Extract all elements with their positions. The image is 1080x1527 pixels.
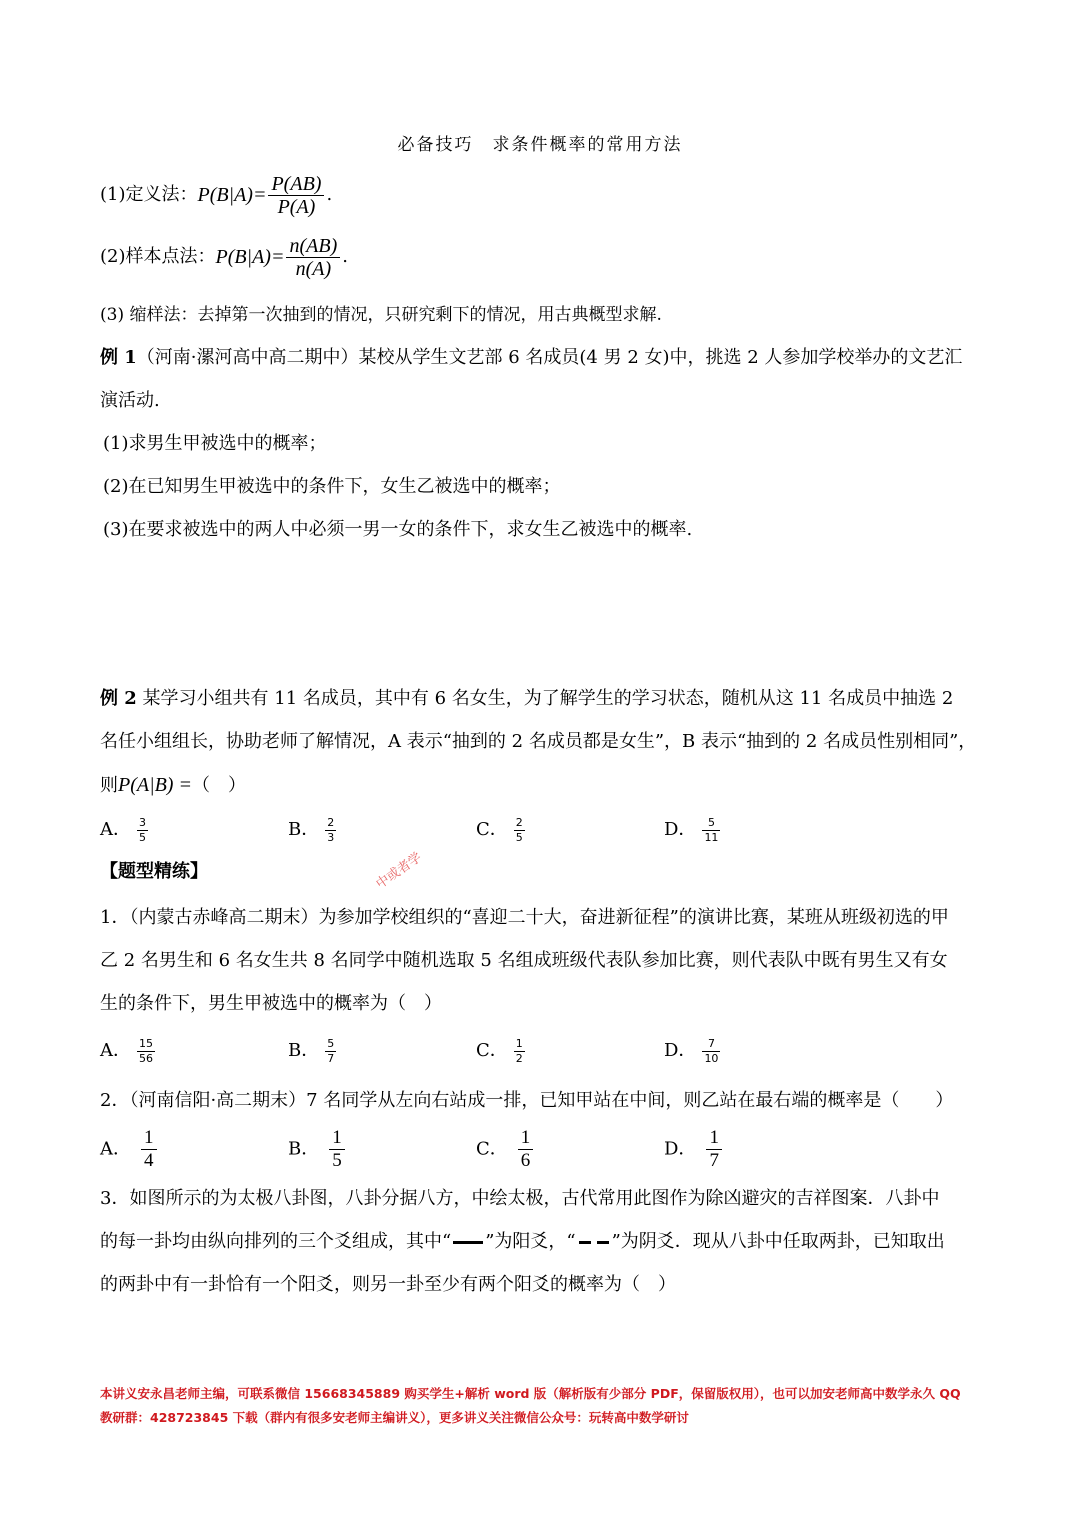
option-numerator: 5 (702, 816, 720, 831)
yin-line-symbol-right (597, 1241, 609, 1244)
problem-1-line-3: 生的条件下，男生甲被选中的概率为（ ） (100, 993, 442, 1014)
option-denominator: 3 (327, 830, 335, 844)
option-fraction (325, 1037, 336, 1066)
option-letter: C． (476, 1138, 508, 1160)
example-2-line-2: 名任小组组长，协助老师了解情况，A 表示“抽到的 2 名成员都是女生”，B 表示“抽到的 2 名成员性别相同”， (100, 731, 977, 752)
problem-3-line-3: 的两卦中有一卦恰有一个阳爻，则另一卦至少有两个阳爻的概率为（ ） (100, 1274, 676, 1295)
problem-1-line-2: 乙 2 名男生和 6 名女生共 8 名同学中随机选取 5 名组成班级代表队参加比赛，则代表队中既有男生又有女 (100, 950, 948, 971)
option-numerator: 1 (518, 1127, 534, 1150)
option-letter: C． (476, 1040, 508, 1061)
page-title: 必备技巧 求条件概率的常用方法 (397, 135, 683, 155)
method-definition (100, 170, 332, 220)
example-1-question-3: (3)在要求被选中的两人中必须一男一女的条件下，求女生乙被选中的概率. (103, 519, 693, 540)
method-2-period: . (342, 246, 348, 267)
method-1-lhs: P(B|A)= (197, 184, 267, 206)
option-denominator: 56 (139, 1051, 153, 1065)
option-denominator: 7 (709, 1150, 719, 1171)
option-numerator: 1 (515, 1036, 523, 1050)
option-denominator: 4 (144, 1150, 154, 1171)
option-denominator: 2 (515, 1051, 523, 1065)
option-letter: D． (664, 819, 697, 840)
method-1-period: . (326, 184, 333, 205)
option-letter: D． (664, 1138, 697, 1160)
option-denominator: 7 (327, 1051, 335, 1065)
problem-3-text-b: ”为阳爻，“ (485, 1231, 576, 1252)
option-fraction (329, 1127, 345, 1172)
method-2-numerator: n(AB) (286, 235, 340, 258)
method-1-fraction (268, 173, 324, 218)
option-denominator: 5 (515, 830, 523, 844)
problem-2-option-c (476, 1127, 533, 1172)
option-denominator: 10 (704, 1051, 719, 1065)
example-2-blank: （ ） (191, 775, 246, 796)
option-fraction (702, 1037, 720, 1066)
example-2-text: 某学习小组共有 11 名成员，其中有 6 名女生，为了解学生的学习状态，随机从这 11 名成员中抽选 2 (136, 688, 954, 709)
watermark-stamp: 中或者学 (373, 850, 425, 893)
option-fraction (325, 816, 336, 845)
option-fraction (514, 816, 525, 845)
problem-1-option-c (476, 1036, 525, 1066)
option-numerator: 5 (327, 1036, 335, 1050)
example-2-line-3 (100, 772, 246, 799)
example-1-question-2: (2)在已知男生甲被选中的条件下，女生乙被选中的概率； (103, 476, 561, 497)
option-denominator: 5 (139, 830, 146, 844)
example-1-line-2: 演活动. (100, 390, 160, 411)
example-1-line-1 (100, 345, 962, 371)
problem-1-option-d (664, 1036, 720, 1066)
option-numerator: 15 (139, 1036, 153, 1050)
method-1-denominator: P(A) (277, 195, 316, 218)
example-2-option-d (664, 815, 720, 845)
method-2-label: (2)样本点法： (100, 246, 216, 267)
option-numerator: 2 (515, 815, 523, 829)
example-2-option-b (288, 815, 336, 845)
option-fraction (514, 1037, 525, 1066)
problem-2-line-1: 2．（河南信阳·高二期末）7 名同学从左向右站成一排，已知甲站在中间，则乙站在最右端的概率是（ ） (100, 1090, 954, 1111)
problem-3-line-2 (100, 1229, 945, 1255)
example-2-option-c (476, 815, 525, 845)
option-fraction (702, 816, 720, 845)
method-2-fraction (286, 235, 340, 280)
problem-3-text-a: 的每一卦均由纵向排列的三个爻组成，其中“ (100, 1231, 452, 1252)
example-2-formula: P(A|B) = (118, 774, 192, 796)
example-1-text: （河南·漯河高中高二期中）某校从学生文艺部 6 名成员(4 男 2 女)中，挑选 2 人参加学校举办的文艺汇 (136, 347, 963, 368)
problem-3-line-1: 3．如图所示的为太极八卦图，八卦分据八方，中绘太极，古代常用此图作为除凶避灾的吉祥图案．八卦中 (100, 1188, 940, 1209)
example-2-label: 例 2 (100, 688, 137, 709)
option-numerator: 1 (329, 1127, 345, 1150)
option-numerator: 7 (702, 1037, 720, 1052)
problem-2-option-a (100, 1127, 157, 1172)
footer-line-1: 本讲义安永昌老师主编，可联系微信 15668345889 购买学生+解析 word 版（解析版有少部分 PDF，保留版权用），也可以加安老师高中数学永久 QQ (100, 1386, 961, 1401)
example-1-label: 例 1 (100, 347, 137, 368)
problem-2-option-b (288, 1127, 345, 1172)
method-3-text: (3) 缩样法：去掉第一次抽到的情况，只研究剩下的情况，用古典概型求解. (100, 305, 662, 325)
problem-1-line-1: 1．（内蒙古赤峰高二期末）为参加学校组织的“喜迎二十大，奋进新征程”的演讲比赛，某班从班级初选的甲 (100, 907, 949, 928)
problem-3-text-c: ”为阴爻．现从八卦中任取两卦，已知取出 (611, 1231, 945, 1252)
option-letter: A． (100, 819, 131, 840)
option-letter: A． (100, 1138, 131, 1160)
option-letter: C． (476, 819, 508, 840)
option-numerator: 1 (141, 1127, 157, 1150)
method-1-label: (1)定义法： (100, 184, 198, 205)
example-2-line-1 (100, 686, 953, 712)
method-sample-point (100, 232, 348, 282)
option-numerator: 2 (327, 815, 335, 829)
option-denominator: 6 (520, 1150, 531, 1171)
example-1-question-1: (1)求男生甲被选中的概率； (103, 433, 327, 454)
example-2-option-a (100, 815, 148, 845)
option-letter: B． (288, 819, 320, 840)
section-heading: 【题型精练】 (100, 861, 208, 882)
option-fraction (137, 816, 148, 845)
footer-line-2: 教研群：428723845 下载（群内有很多安老师主编讲义），更多讲义关注微信公众号：玩转高中数学研讨 (100, 1410, 689, 1425)
option-numerator: 3 (139, 815, 146, 829)
problem-1-option-a (100, 1036, 155, 1066)
method-2-denominator: n(A) (295, 257, 332, 280)
option-letter: B． (288, 1138, 320, 1160)
option-letter: B． (288, 1040, 320, 1061)
option-numerator: 1 (706, 1127, 722, 1150)
example-2-prefix: 则 (100, 775, 118, 796)
option-denominator: 5 (332, 1150, 342, 1171)
method-1-numerator: P(AB) (268, 173, 324, 196)
problem-2-option-d (664, 1127, 722, 1172)
method-2-lhs: P(B|A)= (215, 246, 285, 268)
option-fraction (706, 1127, 722, 1172)
option-fraction (141, 1127, 157, 1172)
option-fraction (518, 1127, 534, 1172)
yang-line-symbol (453, 1241, 483, 1244)
option-letter: A． (100, 1040, 131, 1061)
option-fraction (137, 1037, 155, 1066)
problem-1-option-b (288, 1036, 336, 1066)
option-letter: D． (664, 1040, 697, 1061)
option-denominator: 11 (704, 830, 719, 844)
yin-line-symbol-left (579, 1241, 591, 1244)
